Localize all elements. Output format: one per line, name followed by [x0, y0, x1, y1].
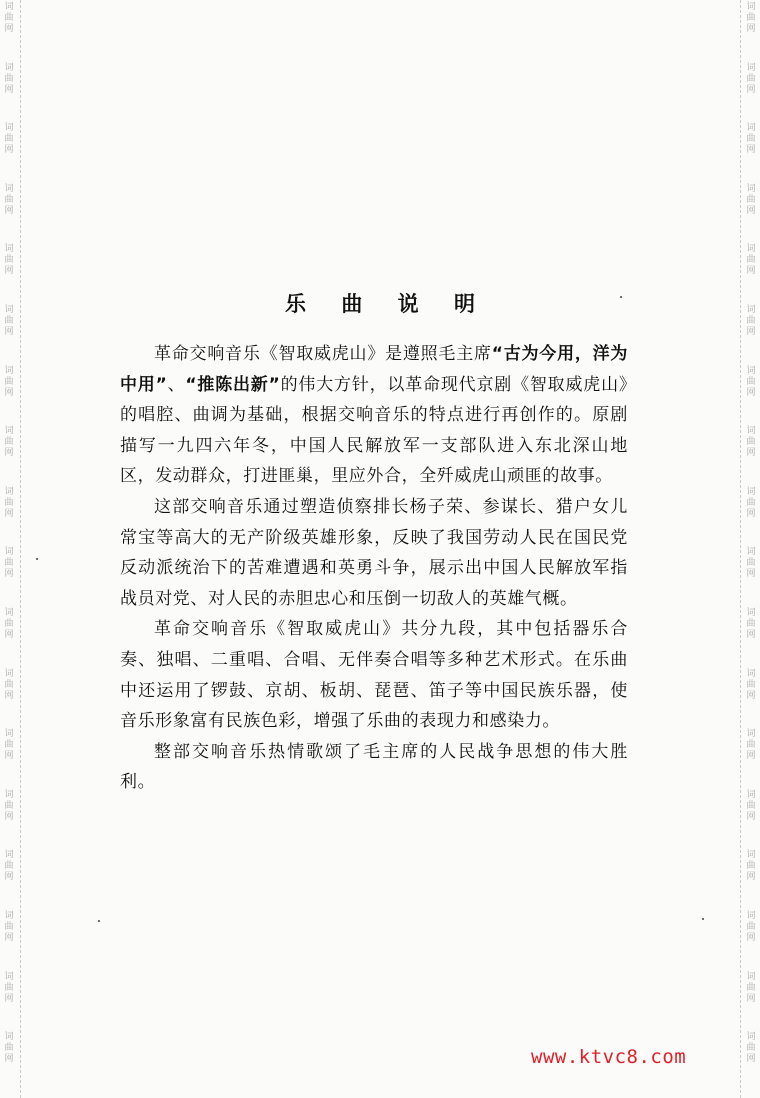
watermark-char: 曲 — [4, 376, 14, 387]
watermark-char: 网 — [4, 872, 14, 883]
watermark-char: 词 — [746, 244, 756, 255]
watermark-char: 网 — [746, 266, 756, 277]
right-watermark-margin — [740, 0, 760, 1098]
watermark-char: 曲 — [746, 619, 756, 629]
paragraph-text: 整部交响音乐热情歌颂了毛主席的人民战争思想的伟大胜利。 — [120, 741, 628, 793]
watermark-char: 词 — [746, 2, 756, 12]
watermark-char: 网 — [746, 508, 756, 519]
watermark-char: 词 — [746, 123, 756, 134]
watermark-char: 曲 — [746, 740, 756, 751]
watermark-char: 曲 — [746, 497, 756, 508]
paragraph — [120, 339, 628, 492]
watermark-mark — [2, 426, 16, 459]
watermark-mark — [744, 63, 758, 96]
watermark-mark — [2, 729, 16, 762]
paragraph — [120, 492, 628, 614]
watermark-char: 曲 — [4, 740, 14, 751]
watermark-mark — [744, 2, 758, 35]
watermark-char: 词 — [746, 1032, 756, 1043]
watermark-char: 曲 — [4, 558, 14, 569]
watermark-char: 网 — [746, 1054, 756, 1065]
watermark-char: 网 — [4, 205, 14, 216]
watermark-char: 网 — [4, 811, 14, 822]
watermark-mark — [744, 184, 758, 217]
watermark-char: 词 — [4, 62, 14, 73]
scan-speck — [620, 296, 622, 298]
scan-speck — [702, 918, 704, 920]
watermark-char: 网 — [4, 387, 14, 398]
watermark-char: 网 — [746, 872, 756, 883]
watermark-mark — [2, 244, 16, 277]
watermark-char: 网 — [4, 751, 14, 762]
page-title: 乐 曲 说 明 — [285, 292, 489, 316]
watermark-char: 词 — [746, 62, 756, 73]
watermark-char: 词 — [4, 547, 14, 558]
watermark-char: 词 — [4, 183, 14, 194]
paragraph — [120, 737, 628, 798]
watermark-char: 网 — [746, 205, 756, 216]
watermark-char: 词 — [4, 486, 14, 497]
watermark-char: 网 — [746, 690, 756, 701]
watermark-char: 网 — [4, 933, 14, 943]
watermark-char: 曲 — [746, 679, 756, 690]
watermark-char: 曲 — [746, 13, 756, 23]
watermark-char: 网 — [746, 448, 756, 459]
watermark-mark — [744, 1032, 758, 1065]
watermark-char: 词 — [4, 426, 14, 437]
watermark-mark — [744, 850, 758, 883]
watermark-char: 曲 — [746, 1043, 756, 1054]
watermark-char: 曲 — [4, 73, 14, 84]
watermark-char: 曲 — [4, 619, 14, 629]
watermark-char: 词 — [4, 729, 14, 740]
watermark-char: 网 — [746, 751, 756, 762]
watermark-char: 网 — [746, 387, 756, 398]
watermark-char: 曲 — [746, 255, 756, 266]
watermark-char: 网 — [746, 327, 756, 337]
watermark-char: 网 — [4, 145, 14, 156]
scan-speck — [36, 558, 38, 560]
watermark-mark — [744, 669, 758, 702]
watermark-char: 词 — [746, 183, 756, 194]
body-text — [120, 339, 628, 798]
watermark-mark — [744, 911, 758, 944]
watermark-char: 网 — [4, 84, 14, 95]
watermark-mark — [2, 184, 16, 217]
watermark-char: 词 — [746, 911, 756, 921]
watermark-mark — [744, 972, 758, 1005]
watermark-char: 词 — [746, 426, 756, 437]
watermark-char: 曲 — [746, 922, 756, 932]
paragraph-text: 的伟大方针，以革命现代京剧《智取威虎山》的唱腔、曲调为基础，根据交响音乐的特点进行再创作的。原剧描写一九四六年冬，中国人民解放军一支部队进入东北深山地区，发动群众，打进匪巢，里应外合，全歼威虎山顽匪的故事。 — [120, 374, 628, 487]
watermark-mark — [2, 850, 16, 883]
watermark-char: 词 — [746, 608, 756, 618]
watermark-char: 词 — [4, 911, 14, 921]
watermark-char: 曲 — [746, 982, 756, 993]
watermark-char: 词 — [4, 789, 14, 800]
watermark-mark — [2, 547, 16, 580]
watermark-char: 曲 — [746, 73, 756, 84]
watermark-char: 词 — [4, 2, 14, 12]
watermark-mark — [2, 972, 16, 1005]
watermark-char: 曲 — [4, 922, 14, 932]
watermark-mark — [2, 1032, 16, 1065]
watermark-char: 词 — [746, 305, 756, 315]
watermark-mark — [2, 669, 16, 702]
watermark-char: 网 — [4, 508, 14, 519]
watermark-mark — [744, 244, 758, 277]
watermark-char: 曲 — [4, 134, 14, 145]
watermark-mark — [744, 790, 758, 823]
right-margin-dashed-line — [740, 0, 741, 1098]
emphasized-quote: “古为今用，洋为中用” — [120, 344, 628, 395]
watermark-char: 网 — [4, 448, 14, 459]
scan-speck — [98, 920, 100, 922]
watermark-char: 网 — [4, 327, 14, 337]
watermark-char: 词 — [4, 608, 14, 618]
watermark-char: 网 — [746, 811, 756, 822]
watermark-char: 网 — [4, 266, 14, 277]
watermark-mark — [744, 426, 758, 459]
paragraph-text: 这部交响音乐通过塑造侦察排长杨子荣、参谋长、猎户女儿常宝等高大的无产阶级英雄形象，反映了我国劳动人民在国民党反动派统治下的苦难遭遇和英勇斗争，展示出中国人民解放军指战员对党、对人民的赤胆忠心和压倒一切敌人的英雄气概。 — [120, 496, 628, 609]
watermark-char: 曲 — [4, 316, 14, 326]
left-watermark-margin — [0, 0, 20, 1098]
watermark-char: 曲 — [746, 800, 756, 811]
watermark-char: 曲 — [746, 134, 756, 145]
watermark-char: 词 — [4, 244, 14, 255]
watermark-char: 网 — [746, 84, 756, 95]
watermark-char: 词 — [4, 1032, 14, 1043]
watermark-char: 词 — [746, 547, 756, 558]
watermark-char: 曲 — [4, 982, 14, 993]
watermark-char: 曲 — [4, 13, 14, 23]
watermark-char: 词 — [4, 305, 14, 315]
watermark-char: 词 — [4, 668, 14, 679]
watermark-char: 词 — [746, 850, 756, 861]
watermark-char: 词 — [746, 789, 756, 800]
watermark-char: 词 — [4, 365, 14, 376]
watermark-char: 曲 — [4, 437, 14, 448]
watermark-mark — [2, 366, 16, 399]
watermark-mark — [744, 729, 758, 762]
watermark-char: 网 — [746, 569, 756, 580]
watermark-char: 曲 — [746, 316, 756, 326]
watermark-char: 网 — [746, 145, 756, 156]
watermark-char: 网 — [746, 630, 756, 640]
watermark-mark — [2, 790, 16, 823]
watermark-char: 网 — [746, 993, 756, 1004]
watermark-char: 词 — [746, 486, 756, 497]
watermark-char: 网 — [746, 933, 756, 943]
watermark-char: 曲 — [4, 679, 14, 690]
watermark-mark — [2, 487, 16, 520]
watermark-char: 词 — [746, 971, 756, 982]
watermark-char: 曲 — [4, 1043, 14, 1054]
paragraph-text: 革命交响音乐《智取威虎山》是遵照毛主席 — [154, 344, 492, 364]
watermark-char: 网 — [4, 690, 14, 701]
paragraph-text: 革命交响音乐《智取威虎山》共分九段，其中包括器乐合奏、独唱、二重唱、合唱、无伴奏合唱等多种艺术形式。在乐曲中还运用了锣鼓、京胡、板胡、琵琶、笛子等中国民族乐器，使音乐形象富有民族色彩，增强了乐曲的表现力和感染力。 — [120, 619, 628, 732]
watermark-mark — [2, 608, 16, 641]
emphasized-quote: “推陈出新” — [185, 374, 281, 395]
watermark-mark — [744, 487, 758, 520]
watermark-mark — [2, 2, 16, 35]
watermark-mark — [744, 547, 758, 580]
left-margin-dashed-line — [20, 0, 21, 1098]
watermark-char: 词 — [746, 729, 756, 740]
watermark-char: 曲 — [4, 497, 14, 508]
watermark-char: 网 — [746, 24, 756, 34]
watermark-mark — [2, 63, 16, 96]
watermark-char: 网 — [4, 1054, 14, 1065]
watermark-char: 曲 — [746, 437, 756, 448]
watermark-char: 曲 — [4, 861, 14, 872]
watermark-mark — [2, 123, 16, 156]
watermark-mark — [2, 911, 16, 944]
watermark-char: 词 — [746, 668, 756, 679]
watermark-mark — [744, 608, 758, 641]
watermark-char: 词 — [4, 850, 14, 861]
paragraph-text: 、 — [167, 374, 186, 395]
paragraph — [120, 614, 628, 736]
watermark-char: 词 — [746, 365, 756, 376]
watermark-site-url[interactable]: www.ktvc8.com — [531, 1046, 687, 1068]
watermark-char: 词 — [4, 123, 14, 134]
watermark-char: 曲 — [746, 376, 756, 387]
watermark-char: 曲 — [4, 194, 14, 205]
watermark-char: 网 — [4, 630, 14, 640]
watermark-char: 网 — [4, 24, 14, 34]
watermark-char: 曲 — [746, 558, 756, 569]
watermark-mark — [744, 123, 758, 156]
watermark-char: 词 — [4, 971, 14, 982]
watermark-char: 网 — [4, 569, 14, 580]
watermark-mark — [744, 366, 758, 399]
watermark-char: 曲 — [746, 861, 756, 872]
watermark-char: 网 — [4, 993, 14, 1004]
watermark-char: 曲 — [4, 255, 14, 266]
watermark-char: 曲 — [746, 194, 756, 205]
watermark-char: 曲 — [4, 800, 14, 811]
